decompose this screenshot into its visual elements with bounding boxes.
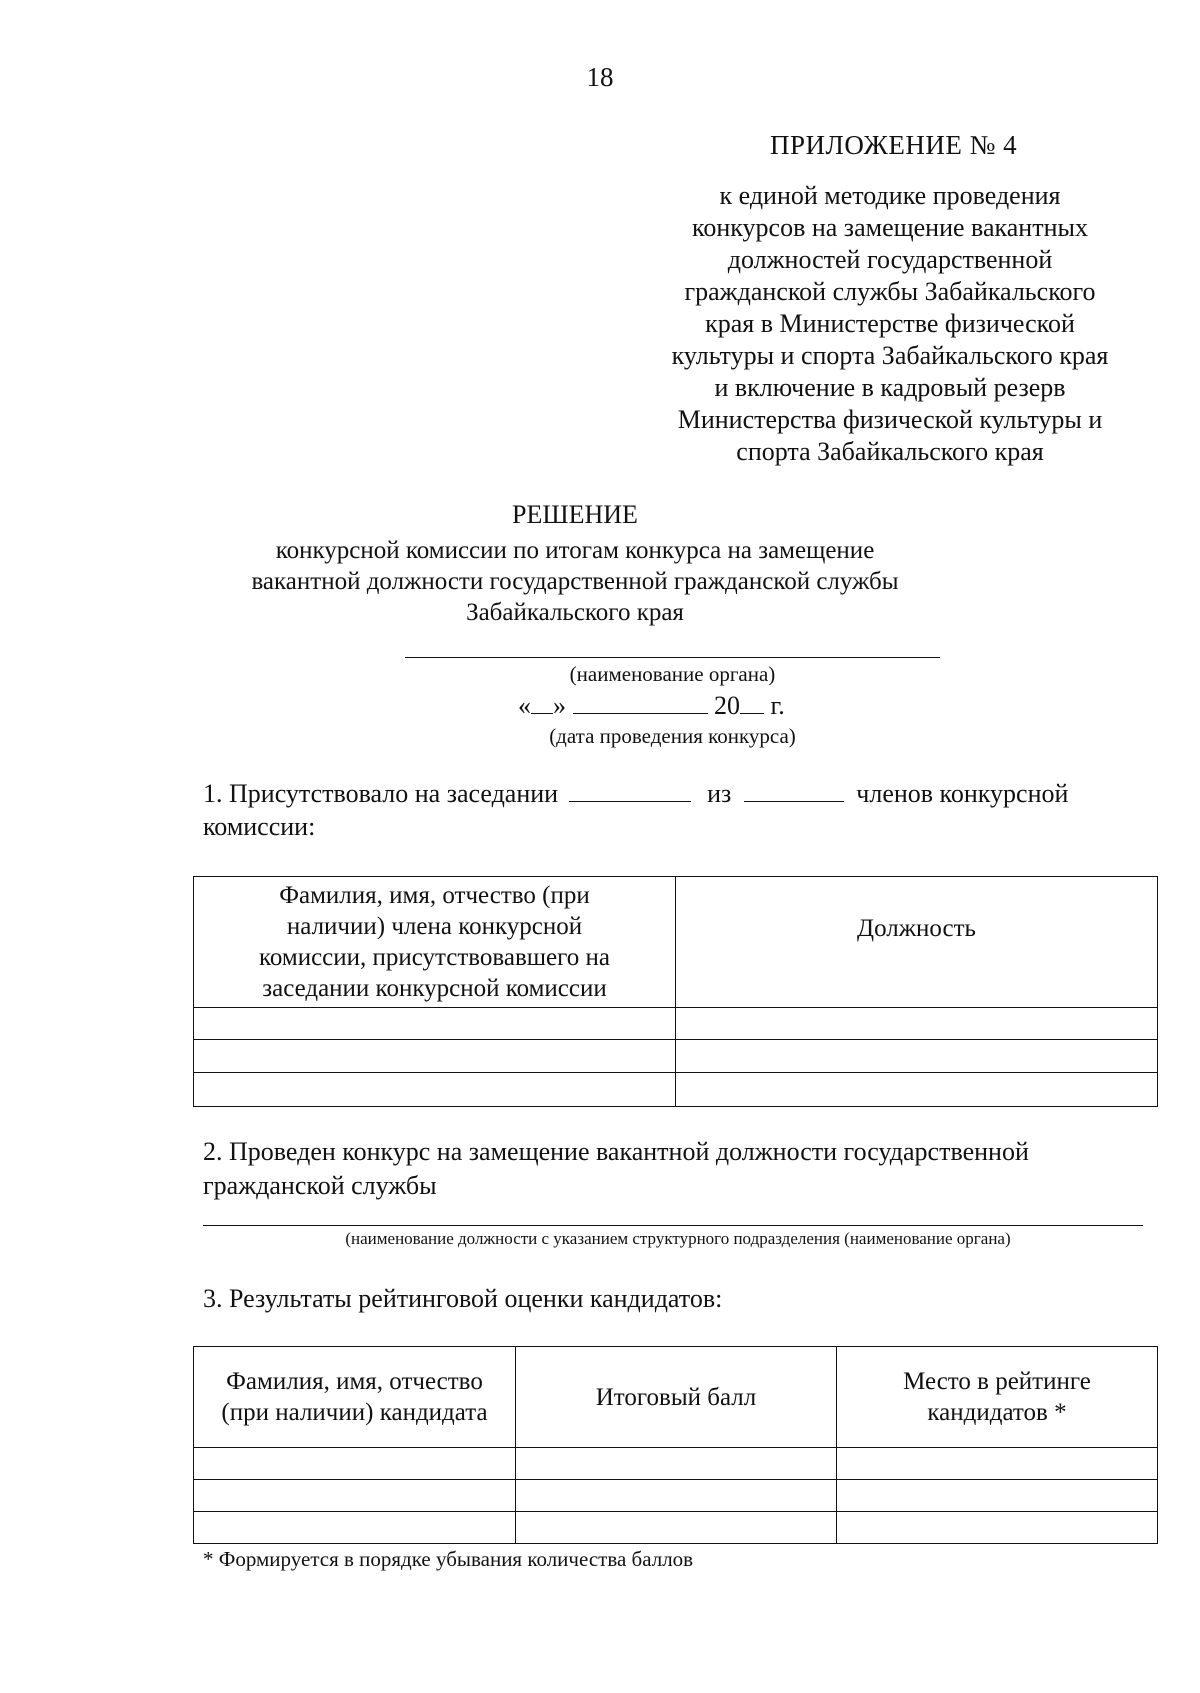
table-cell: [676, 1040, 1158, 1073]
table-cell: [516, 1512, 837, 1544]
appendix-description: [610, 180, 1170, 468]
candidate-rating-table: [193, 1346, 1158, 1544]
appendix-line: культуры и спорта Забайкальского края: [671, 341, 1109, 370]
total-count-blank: [744, 779, 844, 802]
date-close-quote: »: [553, 691, 566, 720]
table-cell: [194, 1008, 676, 1040]
table-row: [194, 1008, 1158, 1040]
table-cell: [194, 1448, 516, 1480]
decision-subtitle-line: вакантной должности государственной гражданской службы: [251, 568, 899, 595]
table-cell: [837, 1512, 1158, 1544]
decision-title: РЕШЕНИЕ: [512, 500, 638, 529]
table-cell: [676, 1008, 1158, 1040]
appendix-line: Министерства физической культуры и: [677, 405, 1103, 434]
appendix-line: к единой методике проведения: [719, 181, 1061, 210]
appendix-line: и включение в кадровый резерв: [714, 373, 1066, 402]
section2-line1: 2. Проведен конкурс на замещение вакантной должности государственной: [203, 1137, 1029, 1166]
table-header-row: [194, 1347, 1158, 1448]
position-name-caption: (наименование должности с указанием структурного подразделения (наименование органа): [345, 1229, 1011, 1248]
table-row: [194, 1512, 1158, 1544]
header-member-name: Фамилия, имя, отчество (при наличии) члена конкурсной комиссии, присутствовавшего на заседании конкурсной комиссии: [194, 877, 676, 1008]
table-cell: [516, 1480, 837, 1512]
year-prefix: 20: [714, 691, 740, 720]
header-final-score: Итоговый балл: [516, 1347, 837, 1448]
table-header-row: [194, 877, 1158, 1008]
org-name-caption: (наименование органа): [569, 662, 776, 686]
org-name-line: [405, 657, 940, 658]
header-rating-place: Место в рейтинге кандидатов *: [837, 1347, 1158, 1448]
section3-title: 3. Результаты рейтинговой оценки кандидатов:: [203, 1284, 723, 1313]
position-name-line: [203, 1225, 1143, 1226]
appendix-line: конкурсов на замещение вакантных: [692, 213, 1088, 242]
table-cell: [516, 1448, 837, 1480]
decision-subtitle: [250, 535, 900, 628]
appendix-line: края в Министерстве физической: [705, 309, 1075, 338]
section1-text: [203, 777, 1123, 810]
date-open-quote: «: [518, 691, 531, 720]
table-row: [194, 1448, 1158, 1480]
commission-members-table: [193, 876, 1158, 1107]
table-row: [194, 1073, 1158, 1107]
table-cell: [837, 1480, 1158, 1512]
year-blank: [740, 691, 764, 714]
appendix-line: спорта Забайкальского края: [736, 437, 1044, 466]
appendix-line: гражданской службы Забайкальского: [684, 277, 1096, 306]
table-cell: [194, 1480, 516, 1512]
month-blank: [573, 691, 708, 714]
present-count-blank: [569, 779, 691, 802]
section1-text-c: членов конкурсной: [856, 779, 1069, 808]
section1-text-a: 1. Присутствовало на заседании: [203, 779, 559, 808]
section1-text-d: комиссии:: [203, 812, 316, 841]
decision-subtitle-line: Забайкальского края: [466, 599, 684, 626]
table-row: [194, 1480, 1158, 1512]
year-suffix: г.: [770, 691, 785, 720]
section1-text-b: из: [707, 779, 732, 808]
table-cell: [194, 1040, 676, 1073]
header-candidate-name: Фамилия, имя, отчество (при наличии) кандидата: [194, 1347, 516, 1448]
table-cell: [194, 1073, 676, 1107]
date-line: [518, 689, 785, 722]
rating-footnote: * Формируется в порядке убывания количества баллов: [203, 1547, 694, 1571]
date-caption: (дата проведения конкурса): [549, 724, 796, 748]
header-position: Должность: [676, 877, 1158, 1008]
table-cell: [194, 1512, 516, 1544]
table-cell: [837, 1448, 1158, 1480]
decision-subtitle-line: конкурсной комиссии по итогам конкурса на замещение: [275, 537, 875, 564]
appendix-title: ПРИЛОЖЕНИЕ № 4: [770, 130, 1018, 160]
day-blank: [531, 691, 553, 714]
table-row: [194, 1040, 1158, 1073]
table-cell: [676, 1073, 1158, 1107]
page-number: 18: [586, 62, 614, 92]
section2-line2: гражданской службы: [203, 1171, 437, 1200]
appendix-line: должностей государственной: [727, 245, 1053, 274]
